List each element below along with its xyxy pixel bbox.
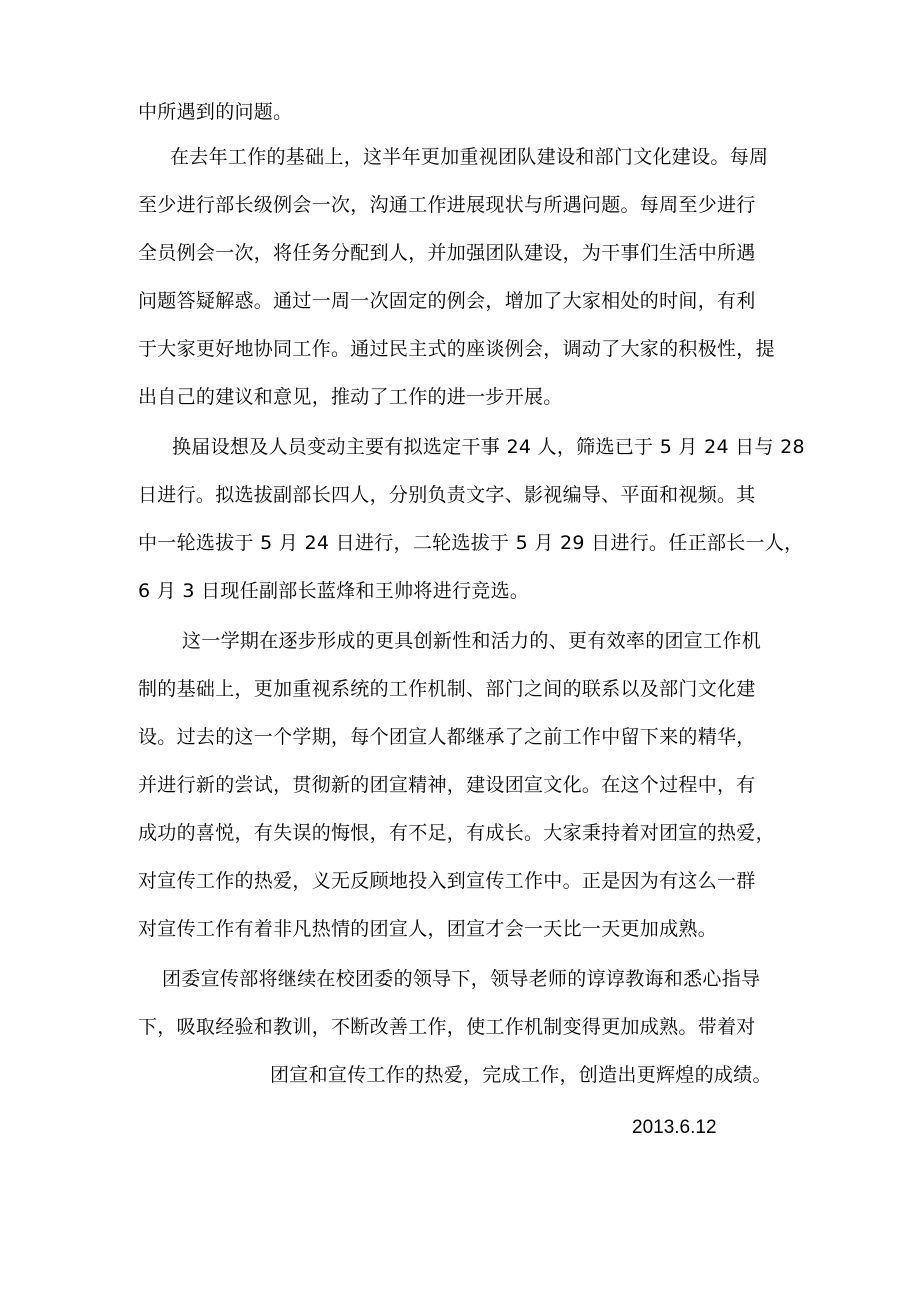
text-line-15: 并进行新的尝试，贯彻新的团宣精神，建设团宣文化。在这个过程中，有 bbox=[138, 774, 756, 796]
text-line-2: 在去年工作的基础上，这半年更加重视团队建设和部门文化建设。每周 bbox=[170, 146, 769, 168]
text-line-8: 换届设想及人员变动主要有拟选定干事 24 人，筛选已于 5 月 24 日与 28 bbox=[172, 436, 805, 458]
text-line-13: 制的基础上，更加重视系统的工作机制、部门之间的联系以及部门文化建 bbox=[138, 678, 756, 700]
text-line-4: 全员例会一次，将任务分配到人，并加强团队建设，为干事们生活中所遇 bbox=[138, 242, 756, 264]
text-line-18: 对宣传工作有着非凡热情的团宣人，团宣才会一天比一天更加成熟。 bbox=[138, 918, 718, 940]
text-line-1: 中所遇到的问题。 bbox=[138, 101, 293, 123]
text-line-16: 成功的喜悦，有失误的悔恨，有不足，有成长。大家秉持着对团宣的热爱， bbox=[138, 822, 775, 844]
text-line-11: 6 月 3 日现任副部长蓝烽和王帅将进行竞选。 bbox=[138, 580, 530, 602]
text-line-14: 设。过去的这一个学期，每个团宣人都继承了之前工作中留下来的精华， bbox=[138, 726, 756, 748]
document-date: 2013.6.12 bbox=[632, 1117, 717, 1138]
text-line-20: 下，吸取经验和教训，不断改善工作，使工作机制变得更加成熟。带着对 bbox=[138, 1016, 756, 1038]
text-line-21: 团宣和宣传工作的热爱，完成工作，创造出更辉煌的成绩。 bbox=[270, 1064, 772, 1086]
text-line-6: 于大家更好地协同工作。通过民主式的座谈例会，调动了大家的积极性，提 bbox=[138, 338, 775, 360]
text-line-19: 团委宣传部将继续在校团委的领导下，领导老师的谆谆教诲和悉心指导 bbox=[162, 968, 761, 990]
text-line-17: 对宣传工作的热爱，义无反顾地投入到宣传工作中。正是因为有这么一群 bbox=[138, 870, 756, 892]
text-line-9: 日进行。拟选拔副部长四人，分别负责文字、影视编导、平面和视频。其 bbox=[138, 484, 756, 506]
text-line-7: 出自己的建议和意见，推动了工作的进一步开展。 bbox=[138, 386, 563, 408]
text-line-12: 这一学期在逐步形成的更具创新性和活力的、更有效率的团宣工作机 bbox=[182, 630, 762, 652]
text-line-3: 至少进行部长级例会一次，沟通工作进展现状与所遇问题。每周至少进行 bbox=[138, 194, 756, 216]
text-line-5: 问题答疑解惑。通过一周一次固定的例会，增加了大家相处的时间，有利 bbox=[138, 290, 756, 312]
text-line-10: 中一轮选拔于 5 月 24 日进行，二轮选拔于 5 月 29 日进行。任正部长一人， bbox=[138, 532, 804, 554]
